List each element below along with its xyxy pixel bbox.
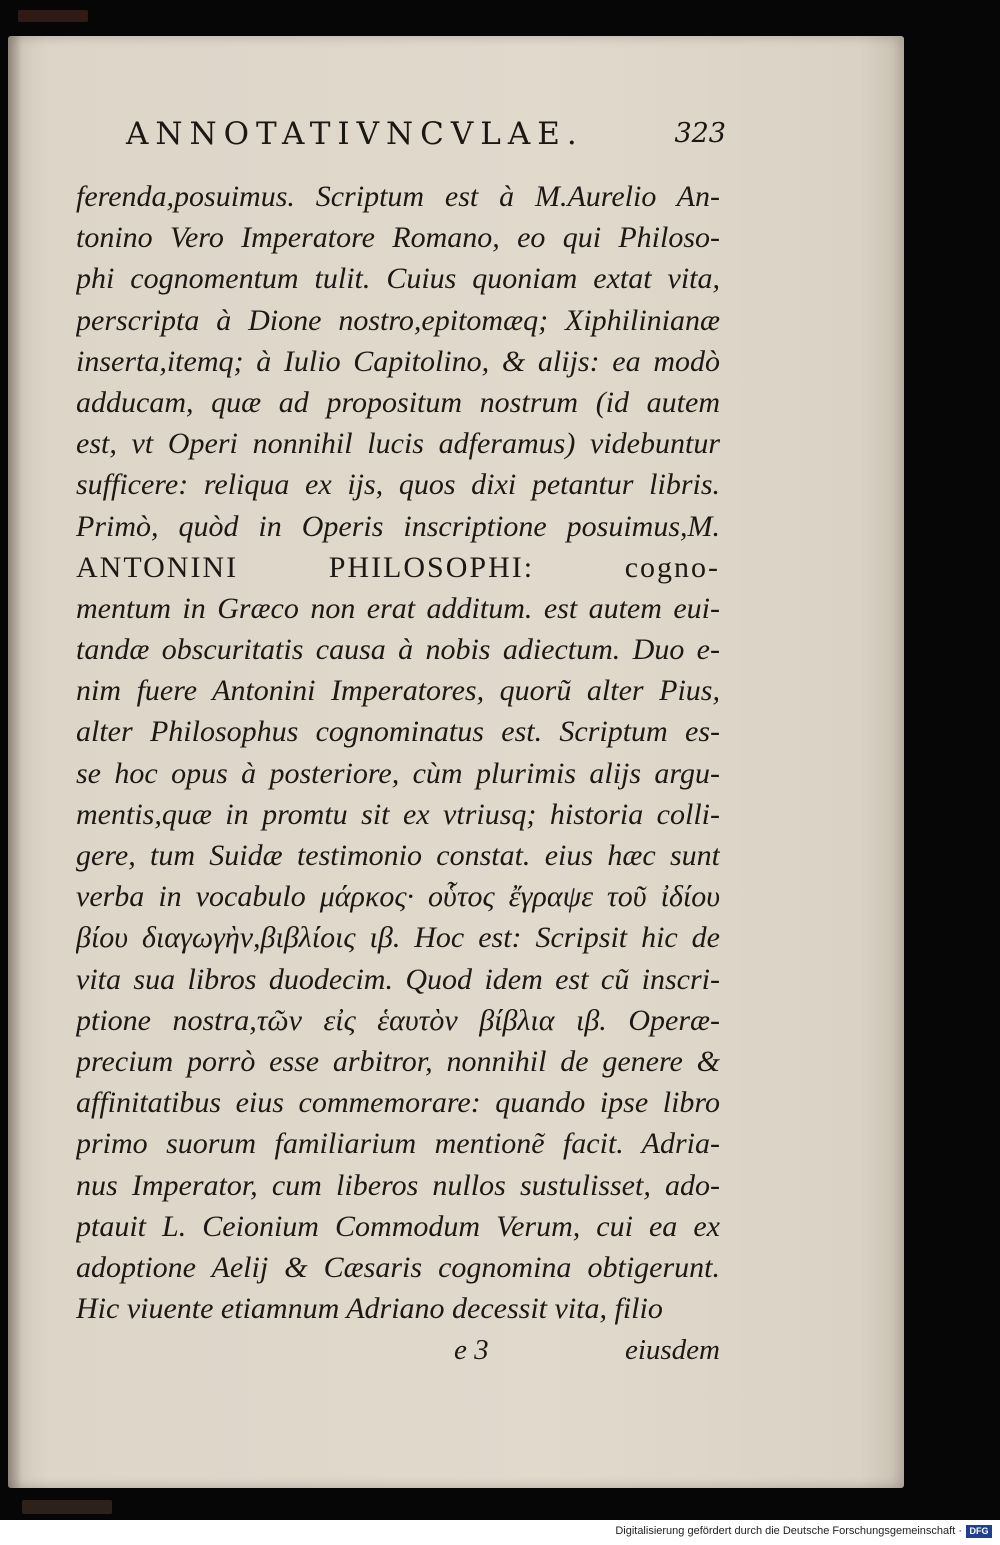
text-line: se hoc opus à posteriore, cùm plurimis alijs argu- <box>76 756 720 790</box>
text-line: primo suorum familiarium mentionẽ facit. Adria- <box>76 1127 720 1161</box>
text-line: affinitatibus eius commemorare: quando ipse libro <box>76 1086 720 1120</box>
text-line: perscripta à Dione nostro,epitomæq; Xiphilinianæ <box>76 303 720 337</box>
footer-bar <box>0 1520 1000 1545</box>
text-line: adducam, quæ ad propositum nostrum (id autem <box>76 385 720 419</box>
text-line: gere, tum Suidæ testimonio constat. eius hæc sunt <box>76 839 720 872</box>
text-line: adoptione Aelij & Cæsaris cognomina obtigerunt. <box>76 1250 720 1284</box>
text-line: ptione nostra,τῶν εἰς ἑαυτὸν βίβλια ιβ. Operæ- <box>76 1003 720 1037</box>
text-line: nus Imperator, cum liberos nullos sustulisset, ado- <box>76 1168 720 1202</box>
funding-credit: Digitalisierung gefördert durch die Deutsche Forschungsgemeinschaft · <box>615 1525 962 1537</box>
library-stamp-fragment <box>18 10 88 22</box>
page-number: 323 <box>674 118 726 149</box>
text-line: sufficere: reliqua ex ijs, quos dixi petantur libris. <box>76 468 720 502</box>
text-line: nim fuere Antonini Imperatores, quorũ alter Pius, <box>76 674 720 708</box>
text-line: inserta,itemq; à Iulio Capitolino, & alijs: ea modò <box>76 344 720 378</box>
text-line: tonino Vero Imperatore Romano, eo qui Philoso- <box>76 221 720 255</box>
text-line: Primò, quòd in Operis inscriptione posuimus,M. <box>76 509 720 543</box>
text-line: tandæ obscuritatis causa à nobis adiectum. Duo e- <box>76 633 720 667</box>
text-block <box>76 176 720 1329</box>
spine-shadow <box>8 36 22 1488</box>
text-line: alter Philosophus cognominatus est. Scriptum es- <box>76 715 720 749</box>
book-page <box>8 36 904 1488</box>
text-line: ferenda,posuimus. Scriptum est à M.Aurelio An- <box>76 180 720 213</box>
text-line: precium porrò esse arbitror, nonnihil de genere & <box>76 1044 720 1078</box>
text-line: ptauit L. Ceionium Commodum Verum, cui ea ex <box>76 1209 720 1243</box>
catchword: eiusdem <box>624 1334 720 1366</box>
text-line: ANTONINI PHILOSOPHI: cogno- <box>76 550 720 584</box>
dfg-logo-icon[interactable]: DFG <box>966 1525 992 1538</box>
library-stamp-fragment <box>22 1500 112 1514</box>
text-line: est, vt Operi nonnihil lucis adferamus) videbuntur <box>76 427 720 461</box>
text-line: βίου διαγωγὴν,βιβλίοις ιβ. Hoc est: Scripsit hic de <box>76 921 720 955</box>
text-line: phi cognomentum tulit. Cuius quoniam extat vita, <box>76 262 720 296</box>
text-line: mentis,quæ in promtu sit ex vtriusq; historia colli- <box>76 797 720 831</box>
running-head: ANNOTATIVNCVLAE. <box>126 116 584 152</box>
text-line: vita sua libros duodecim. Quod idem est cũ inscri- <box>76 962 720 996</box>
page-header <box>126 116 726 166</box>
signature-mark: e 3 <box>454 1334 489 1366</box>
text-line: mentum in Græco non erat additum. est autem eui- <box>76 591 720 625</box>
text-line: Hic viuente etiamnum Adriano decessit vita, filio <box>76 1292 663 1326</box>
text-line: verba in vocabulo μάρκος· οὗτος ἔγραψε τοῦ ἰδίου <box>76 880 720 914</box>
page-footer-line <box>428 1334 720 1374</box>
